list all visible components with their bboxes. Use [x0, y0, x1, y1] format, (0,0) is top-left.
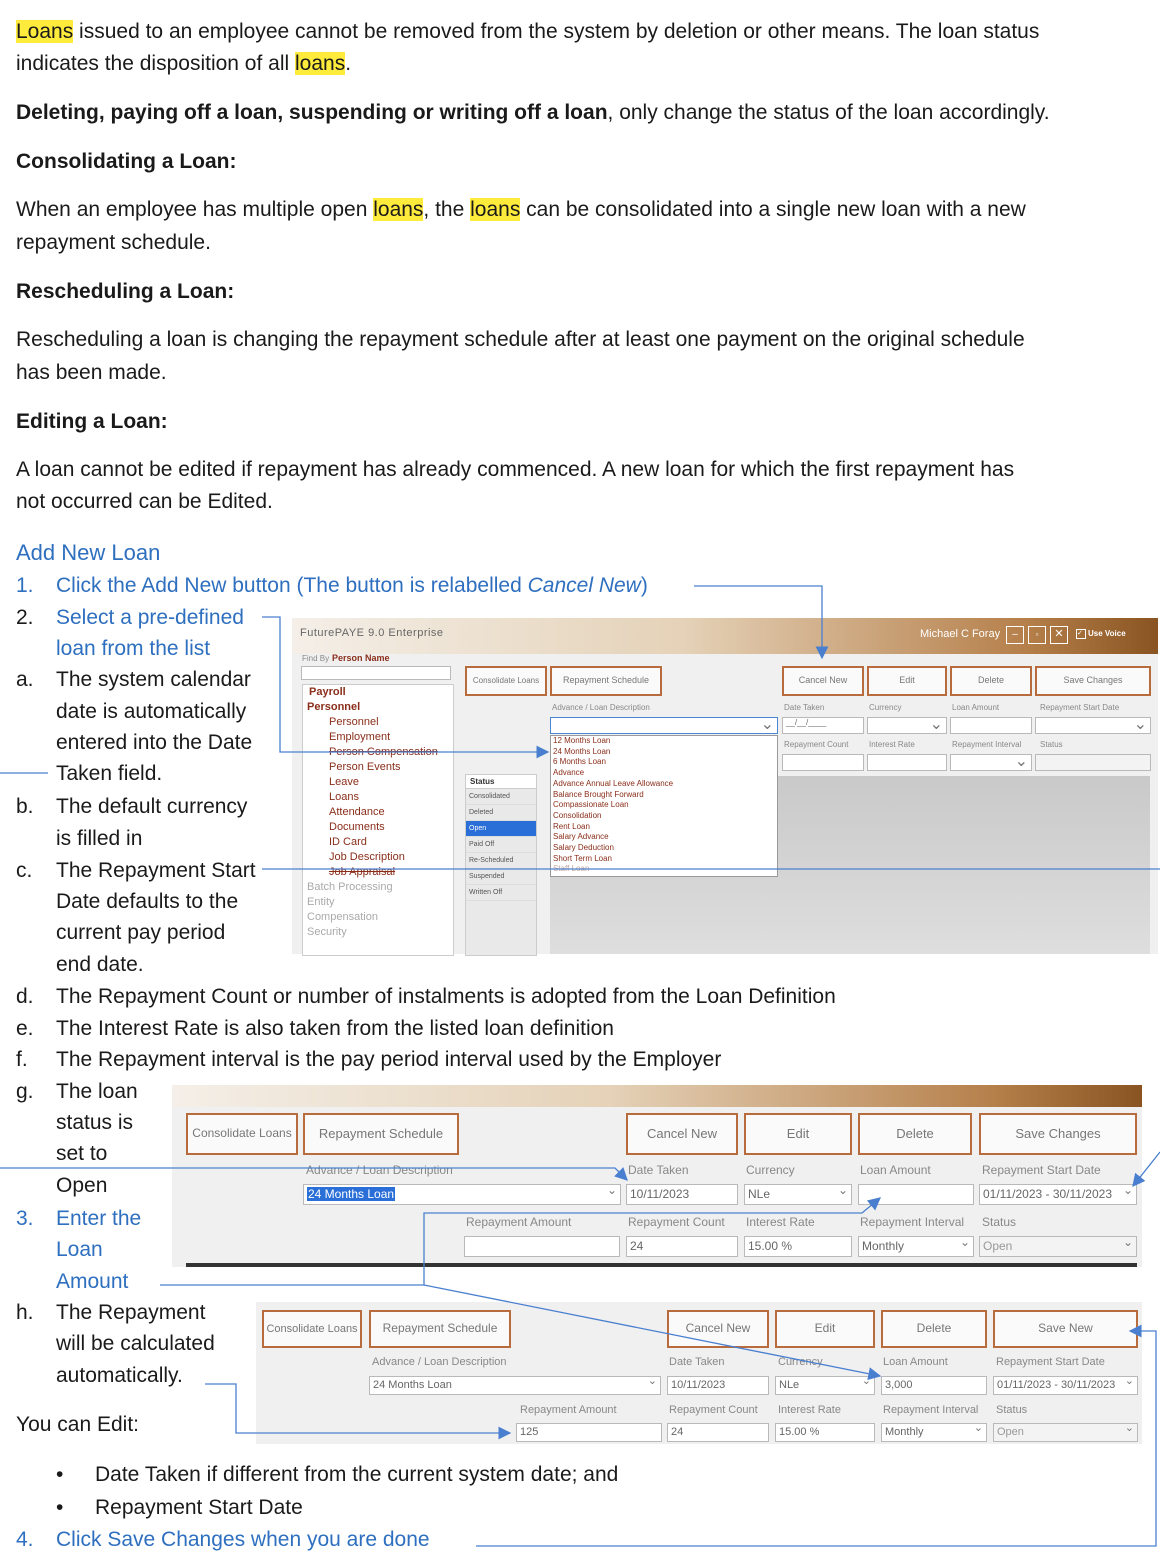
save-new-button[interactable]: Save New: [993, 1310, 1138, 1348]
loan-type-dropdown-list[interactable]: [550, 735, 778, 877]
navigation-tree: [302, 684, 454, 956]
date-taken-field[interactable]: 10/11/2023: [626, 1184, 738, 1205]
sub-step-letter: f.: [16, 1048, 28, 1071]
currency-select[interactable]: [867, 717, 947, 734]
highlight: loans: [373, 198, 424, 221]
loan-option[interactable]: 6 Months Loan: [553, 757, 606, 767]
sub-step-h: will be calculated: [56, 1332, 215, 1355]
sub-step-a: The system calendar: [56, 668, 251, 691]
sub-step-letter: d.: [16, 985, 34, 1008]
heading-rescheduling: Rescheduling a Loan:: [16, 280, 235, 303]
status-item[interactable]: Re-Scheduled: [466, 853, 536, 869]
loan-option[interactable]: Compassionate Loan: [553, 800, 629, 810]
date-taken-label: Date Taken: [784, 703, 825, 712]
bullet-icon: •: [56, 1496, 64, 1519]
step-1: Click the Add New button (The button is relabelled Cancel New): [56, 574, 648, 597]
restore-icon[interactable]: ▫: [1028, 626, 1046, 644]
repayment-start-date-label: Repayment Start Date: [982, 1163, 1101, 1177]
interest-rate-label: Interest Rate: [869, 740, 915, 749]
sub-step-h: The Repayment: [56, 1301, 206, 1324]
consolidate-loans-button[interactable]: Consolidate Loans: [465, 666, 547, 696]
date-taken-label: Date Taken: [669, 1356, 725, 1368]
loan-option[interactable]: Consolidation: [553, 810, 602, 820]
repayment-count-label: Repayment Count: [669, 1404, 758, 1416]
tree-item[interactable]: Job Description: [329, 851, 405, 863]
bullet-item: Date Taken if different from the current system date; and: [95, 1463, 619, 1486]
status-label: Status: [1040, 740, 1063, 749]
loan-option[interactable]: Short Term Loan: [553, 853, 612, 863]
step-3: Loan: [56, 1238, 103, 1261]
tree-item[interactable]: Compensation: [307, 911, 378, 923]
sub-step-d: The Repayment Count or number of instalments is adopted from the Loan Definition: [56, 985, 836, 1008]
sub-step-c: Date defaults to the: [56, 890, 239, 913]
interest-rate-label: Interest Rate: [746, 1215, 815, 1229]
repayment-count-field[interactable]: 24: [667, 1423, 769, 1442]
bullet-item: Repayment Start Date: [95, 1496, 303, 1519]
edit-button[interactable]: Edit: [775, 1310, 875, 1348]
app-window-loan-form: [292, 618, 1158, 954]
delete-button[interactable]: Delete: [858, 1113, 972, 1155]
currency-label: Currency: [869, 703, 902, 712]
loan-description-label: Advance / Loan Description: [372, 1356, 507, 1368]
consolidate-paragraph-line2: repayment schedule.: [16, 231, 211, 254]
loan-description-label: Advance / Loan Description: [552, 703, 650, 712]
repayment-interval-select[interactable]: Monthly ⌄: [858, 1236, 974, 1257]
sub-step-a: Taken field.: [56, 762, 163, 785]
tree-item[interactable]: Personnel: [329, 716, 379, 728]
save-changes-button[interactable]: Save Changes: [979, 1113, 1137, 1155]
status-field: [1035, 754, 1151, 771]
status-item[interactable]: Suspended: [466, 869, 536, 885]
repayment-start-date-select[interactable]: 01/11/2023 - 30/11/2023 ⌄: [979, 1184, 1137, 1205]
step-number: 3.: [16, 1207, 34, 1230]
repayment-interval-label: Repayment Interval: [860, 1215, 965, 1229]
tree-item[interactable]: ID Card: [329, 836, 367, 848]
tree-item[interactable]: Person Compensation: [329, 746, 438, 758]
loan-amount-field[interactable]: 3,000: [881, 1376, 987, 1395]
sub-step-c: end date.: [56, 953, 144, 976]
loan-description-select[interactable]: 24 Months Loan ⌄: [303, 1184, 621, 1205]
interest-rate-field[interactable]: 15.00 %: [775, 1423, 875, 1442]
repayment-schedule-button[interactable]: Repayment Schedule: [303, 1113, 459, 1155]
consolidate-paragraph: When an employee has multiple open loans, the loans can be consolidated into a single new loan with a new: [16, 198, 1026, 221]
step-3: Enter the: [56, 1207, 142, 1230]
loan-option[interactable]: Staff Loan: [553, 864, 590, 874]
date-taken-field[interactable]: 10/11/2023: [667, 1376, 769, 1395]
status-field: Open ⌄: [979, 1236, 1137, 1257]
tree-item[interactable]: Personnel: [307, 701, 361, 713]
date-taken-field[interactable]: __/__/____: [782, 717, 864, 734]
repayment-schedule-button[interactable]: Repayment Schedule: [550, 666, 662, 696]
cancel-new-button[interactable]: Cancel New: [667, 1310, 769, 1348]
repayment-amount-label: Repayment Amount: [520, 1404, 617, 1416]
status-label: Status: [982, 1215, 1017, 1229]
save-changes-button[interactable]: Save Changes: [1035, 666, 1151, 696]
step-number: 2.: [16, 606, 34, 629]
loan-amount-field[interactable]: [858, 1184, 974, 1205]
status-header: Status: [466, 775, 536, 789]
tree-item[interactable]: Leave: [329, 776, 359, 788]
loan-amount-label: Loan Amount: [952, 703, 1000, 712]
currency-select[interactable]: NLe ⌄: [775, 1376, 875, 1395]
tree-item[interactable]: Attendance: [329, 806, 385, 818]
heading-consolidating: Consolidating a Loan:: [16, 150, 237, 173]
repayment-start-date-select[interactable]: 01/11/2023 - 30/11/2023 ⌄: [993, 1376, 1138, 1395]
status-item[interactable]: Paid Off: [466, 837, 536, 853]
app-window-loan-form-calculated: [256, 1302, 1142, 1444]
sub-step-c: current pay period: [56, 921, 226, 944]
repayment-schedule-button[interactable]: Repayment Schedule: [369, 1310, 511, 1348]
loan-option[interactable]: Rent Loan: [553, 821, 590, 831]
loan-description-select[interactable]: [550, 717, 778, 734]
status-field: Open ⌄: [993, 1423, 1138, 1442]
tree-item[interactable]: Loans: [329, 791, 359, 803]
currency-label: Currency: [746, 1163, 795, 1177]
intro-paragraph-1: Loans issued to an employee cannot be removed from the system by deletion or other means. The loan status: [16, 20, 1040, 43]
tree-item[interactable]: Person Events: [329, 761, 401, 773]
loan-description-label: Advance / Loan Description: [306, 1163, 453, 1177]
find-by-value: Person Name: [332, 653, 390, 663]
intro-paragraph-2: Deleting, paying off a loan, suspending or writing off a loan, only change the status of the loan accordingly.: [16, 101, 1050, 124]
repayment-count-label: Repayment Count: [784, 740, 849, 749]
status-item[interactable]: Consolidated: [466, 789, 536, 805]
sub-step-g: Open: [56, 1174, 108, 1197]
repayment-count-field[interactable]: [782, 754, 864, 771]
app-title: FuturePAYE 9.0 Enterprise: [300, 627, 444, 639]
grid-edge: [186, 1263, 1137, 1267]
sub-step-g: set to: [56, 1142, 108, 1165]
title-bar: [172, 1085, 1142, 1107]
reschedule-paragraph: Rescheduling a loan is changing the repayment schedule after at least one payment on the original schedule: [16, 328, 1025, 351]
reschedule-paragraph-line2: has been made.: [16, 361, 167, 384]
tree-item[interactable]: Job Appraisal: [329, 866, 396, 878]
close-icon[interactable]: ✕: [1050, 626, 1068, 644]
sub-step-letter: e.: [16, 1017, 34, 1040]
repayment-amount-field[interactable]: 125: [516, 1423, 662, 1442]
app-window-loan-form-selected: [172, 1085, 1142, 1267]
cancel-new-button[interactable]: Cancel New: [782, 666, 864, 696]
loan-option[interactable]: Salary Advance: [553, 832, 609, 842]
can-edit-label: You can Edit:: [16, 1413, 139, 1436]
loan-option[interactable]: 12 Months Loan: [553, 736, 611, 745]
user-name: Michael C Foray: [920, 628, 1001, 640]
sub-step-h: automatically.: [56, 1364, 183, 1387]
step-4: Click Save Changes when you are done: [56, 1528, 430, 1551]
consolidate-loans-button[interactable]: Consolidate Loans: [262, 1310, 362, 1348]
sub-step-f: The Repayment interval is the pay period interval used by the Employer: [56, 1048, 722, 1071]
sub-step-b: The default currency: [56, 795, 248, 818]
status-label: Status: [996, 1404, 1028, 1416]
search-input[interactable]: [301, 666, 451, 680]
repayment-count-field[interactable]: 24: [626, 1236, 738, 1257]
loan-option[interactable]: Advance: [553, 768, 585, 778]
repayment-start-date-select[interactable]: [1035, 717, 1151, 734]
tree-item[interactable]: Payroll: [309, 686, 346, 698]
status-list: [465, 774, 537, 956]
edit-button[interactable]: Edit: [744, 1113, 852, 1155]
repayment-count-label: Repayment Count: [628, 1215, 725, 1229]
date-taken-label: Date Taken: [628, 1163, 689, 1177]
sub-step-letter: b.: [16, 795, 34, 818]
loan-description-select[interactable]: 24 Months Loan ⌄: [369, 1376, 661, 1395]
intro-paragraph-1-line2: indicates the disposition of all loans.: [16, 52, 352, 75]
find-by-label: Find By: [302, 654, 330, 663]
consolidate-loans-button[interactable]: Consolidate Loans: [186, 1113, 298, 1155]
interest-rate-field[interactable]: [867, 754, 947, 771]
sub-step-letter: c.: [16, 859, 33, 882]
loan-option[interactable]: 24 Months Loan: [553, 746, 611, 756]
status-item[interactable]: Deleted: [466, 805, 536, 821]
step-3: Amount: [56, 1270, 129, 1293]
delete-button[interactable]: Delete: [881, 1310, 987, 1348]
loan-amount-field[interactable]: [950, 717, 1032, 734]
highlight: loans: [470, 198, 521, 221]
edit-button[interactable]: Edit: [867, 666, 947, 696]
currency-select[interactable]: NLe ⌄: [744, 1184, 852, 1205]
loan-option[interactable]: Advance Annual Leave Allowance: [553, 778, 674, 788]
loan-amount-label: Loan Amount: [883, 1356, 948, 1368]
tree-item[interactable]: Documents: [329, 821, 385, 833]
sub-step-g: status is: [56, 1111, 134, 1134]
repayment-interval-label: Repayment Interval: [952, 740, 1022, 749]
sub-step-g: The loan: [56, 1080, 138, 1103]
tree-item[interactable]: Entity: [307, 896, 335, 908]
step-number: 4.: [16, 1528, 34, 1551]
repayment-start-date-label: Repayment Start Date: [996, 1356, 1105, 1368]
step-number: 1.: [16, 574, 34, 597]
step-2-line2: loan from the list: [56, 637, 211, 660]
loan-option[interactable]: Salary Deduction: [553, 843, 614, 853]
loan-amount-label: Loan Amount: [860, 1163, 931, 1177]
currency-label: Currency: [778, 1356, 823, 1368]
loan-option[interactable]: Balance Brought Forward: [553, 789, 644, 799]
sub-step-b: is filled in: [56, 827, 143, 850]
tree-item[interactable]: Security: [307, 926, 347, 938]
edit-paragraph-line2: not occurred can be Edited.: [16, 490, 273, 513]
step-2-line1: Select a pre-defined: [56, 606, 244, 629]
bullet-icon: •: [56, 1463, 64, 1486]
interest-rate-label: Interest Rate: [778, 1404, 841, 1416]
tree-item[interactable]: Batch Processing: [307, 881, 393, 893]
delete-button[interactable]: Delete: [950, 666, 1032, 696]
repayment-interval-select[interactable]: [950, 754, 1032, 771]
use-voice-label: Use Voice: [1088, 629, 1126, 638]
highlight: loans: [295, 52, 346, 75]
repayment-amount-label: Repayment Amount: [466, 1215, 572, 1229]
repayment-start-date-label: Repayment Start Date: [1040, 703, 1120, 712]
sub-step-e: The Interest Rate is also taken from the listed loan definition: [56, 1017, 614, 1040]
sub-step-a: date is automatically: [56, 700, 247, 723]
status-item[interactable]: Written Off: [466, 885, 536, 901]
minimize-icon[interactable]: –: [1006, 626, 1024, 644]
tree-item[interactable]: Employment: [329, 731, 391, 743]
heading-editing: Editing a Loan:: [16, 410, 168, 433]
add-new-loan-heading: Add New Loan: [16, 540, 161, 565]
sub-step-letter: a.: [16, 668, 34, 691]
highlight: Loans: [16, 20, 74, 43]
repayment-interval-select[interactable]: Monthly ⌄: [881, 1423, 987, 1442]
sub-step-c: The Repayment Start: [56, 859, 256, 882]
checkbox-icon[interactable]: ✓: [1076, 629, 1086, 639]
edit-paragraph: A loan cannot be edited if repayment has already commenced. A new loan for which the first repayment has: [16, 458, 1015, 481]
sub-step-letter: h.: [16, 1301, 34, 1324]
sub-step-letter: g.: [16, 1080, 34, 1103]
status-item[interactable]: Open: [466, 821, 536, 837]
interest-rate-field[interactable]: 15.00 %: [744, 1236, 852, 1257]
repayment-interval-label: Repayment Interval: [883, 1404, 979, 1416]
repayment-amount-field[interactable]: [464, 1236, 620, 1257]
sub-step-a: entered into the Date: [56, 731, 253, 754]
cancel-new-button[interactable]: Cancel New: [626, 1113, 738, 1155]
